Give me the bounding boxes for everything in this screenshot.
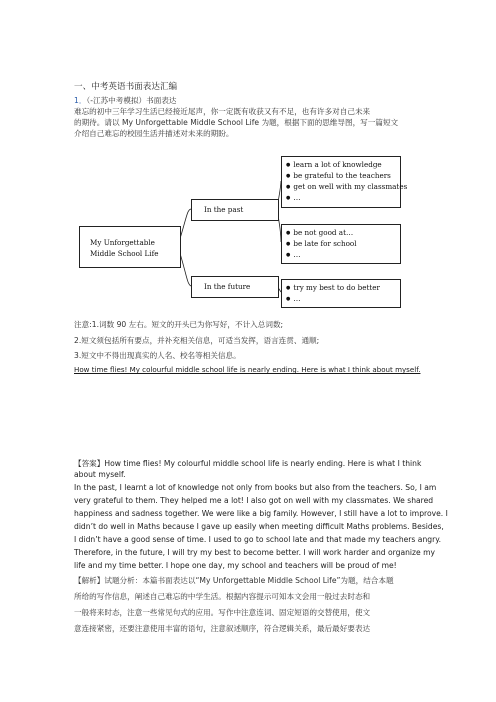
list-item: ● be not good at… [286, 228, 353, 237]
list-item: ● … [286, 250, 301, 259]
list-item: ● … [286, 193, 301, 202]
past-node-label: In the past [204, 205, 244, 214]
analysis-line-1: 【解析】试题分析：本篇书面表达以“My Unforgettable Middle School Life”为题，结合本题 [74, 576, 394, 585]
center-node-line-2: Middle School Life [90, 249, 159, 258]
center-node [79, 226, 181, 268]
answer-line-4: very grateful to them. They helped me a lot! I also got on well with my classmates. We shared [74, 496, 434, 505]
question-source: （-江苏中考模拟）书面表达 [86, 96, 177, 105]
answer-line-8: Therefore, in the future, I will try my best to become better. I will work harder and organize my [74, 548, 436, 557]
question-header [74, 96, 177, 106]
future-node [191, 276, 279, 298]
essay-opening: How time flies! My colourful middle school life is nearly ending. Here is what I think about myself. [74, 365, 421, 374]
future-list [281, 279, 401, 308]
list-item: ● try my best to do better [286, 283, 380, 292]
answer-line-1: 【答案】How time flies! My colourful middle school life is nearly ending. Here is what I think [74, 459, 422, 468]
answer-line-2: about myself. [74, 470, 126, 479]
future-node-label: In the future [204, 282, 251, 291]
past-good-list [281, 156, 408, 208]
answer-line-6: didn’t do well in Maths because I gave up easily when meeting difficult Maths problems. Besides, [74, 522, 444, 531]
list-item: ● … [286, 294, 301, 303]
list-item: ● learn a lot of knowledge [286, 160, 382, 169]
list-item: ● be grateful to the teachers [286, 171, 391, 180]
analysis-tag: 【解析】 [74, 576, 105, 585]
analysis-line-2: 所给的写作信息，阐述自己难忘的中学生活。根据内容提示可知本文会用一般过去时态和 [74, 592, 371, 601]
question-line-1: 难忘的初中三年学习生活已经接近尾声，你一定既有收获又有不足，也有许多对自己未来 [74, 107, 371, 116]
note-line-3: 3.短文中不得出现真实的人名、校名等相关信息。 [74, 351, 241, 360]
question-line-2: 的期待。请以 My Unforgettable Middle School Life 为题，根据下面的思维导图，写一篇短文 [74, 118, 399, 127]
answer-line-7: I didn’t have a good sense of time. I used to go to school late and that made my teachers angry. [74, 535, 442, 544]
note-line-1: 注意:1.词数 90 左右。短文的开头已为你写好，不计入总词数; [74, 320, 284, 329]
analysis-line-3: 一般将来时态，注意一些常见句式的应用。写作中注意连词、固定短语的交替使用，使文 [74, 608, 371, 617]
center-node-line-1: My Unforgettable [90, 238, 155, 247]
section-heading: 一、中考英语书面表达汇编 [74, 82, 178, 92]
answer-tag: 【答案】 [74, 459, 105, 468]
list-item: ● get on well with my classmates [286, 182, 407, 191]
question-number: 1． [74, 96, 87, 105]
answer-line-5: happiness and sadness together. We were like a big family. However, I still have a lot to improve. I [74, 509, 448, 518]
past-bad-list [281, 224, 401, 264]
analysis-line-4: 意连接紧密，还要注意使用丰富的语句，注意叙述顺序，符合逻辑关系，最后最好要表达 [74, 624, 371, 633]
list-item: ● be late for school [286, 239, 357, 248]
answer-line-3: In the past, I learnt a lot of knowledge not only from books but also from the teachers. So, I am [74, 483, 437, 492]
question-line-3: 介绍自己难忘的校园生活并描述对未来的期盼。 [74, 129, 234, 138]
mind-map [75, 146, 423, 310]
past-node [191, 199, 279, 221]
note-line-2: 2.短文须包括所有要点，并补充相关信息，可适当发挥，语言连贯、通顺; [74, 336, 320, 345]
answer-line-9: life and my time better. I hope one day, my school and teachers will be proud of me! [74, 561, 397, 570]
